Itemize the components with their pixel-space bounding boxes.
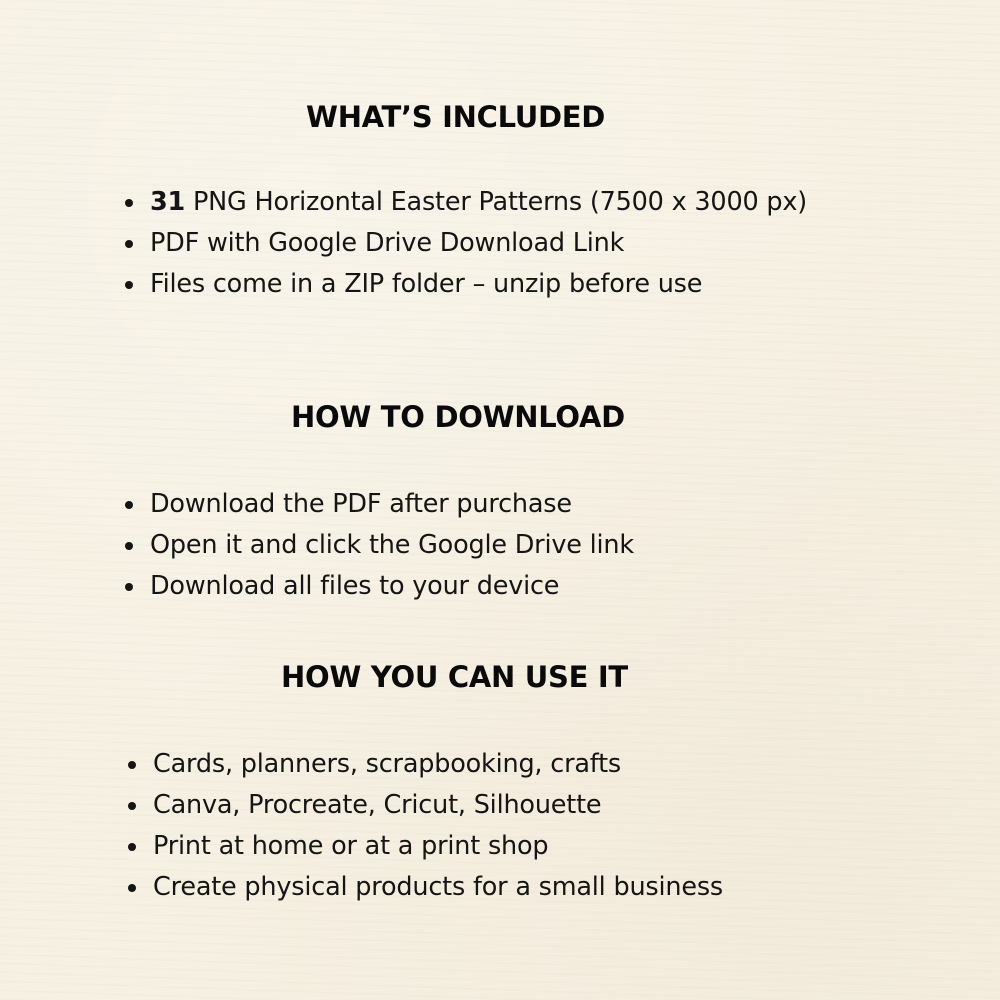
- list-item: [122, 525, 634, 566]
- list-item: [125, 826, 723, 867]
- bullet-dot-icon: [125, 281, 133, 289]
- list-item-text: Download all files to your device: [150, 571, 560, 601]
- list-item-text: Create physical products for a small business: [153, 872, 724, 902]
- whats-included-list: [122, 182, 807, 305]
- bullet-dot-icon: [128, 761, 136, 769]
- bullet-dot-icon: [125, 542, 133, 550]
- list-item-text: Download the PDF after purchase: [150, 489, 572, 519]
- list-item-text: Canva, Procreate, Cricut, Silhouette: [153, 790, 602, 820]
- list-item-text: PDF with Google Drive Download Link: [150, 228, 625, 258]
- how-to-download-heading: HOW TO DOWNLOAD: [291, 400, 625, 434]
- bullet-dot-icon: [125, 240, 133, 248]
- list-item: [122, 264, 807, 305]
- list-item-text: Open it and click the Google Drive link: [150, 530, 634, 560]
- list-item: [125, 744, 723, 785]
- how-to-download-list: [122, 484, 634, 607]
- bullet-dot-icon: [125, 583, 133, 591]
- bullet-dot-icon: [128, 884, 136, 892]
- list-item-text: Files come in a ZIP folder – unzip before use: [150, 269, 703, 299]
- list-item: [125, 785, 723, 826]
- list-item-text: Print at home or at a print shop: [153, 831, 549, 861]
- whats-included-heading: WHAT’S INCLUDED: [306, 100, 606, 134]
- list-item-text: PNG Horizontal Easter Patterns (7500 x 3000 px): [185, 187, 808, 217]
- list-item: [122, 484, 634, 525]
- how-you-can-use-it-heading: HOW YOU CAN USE IT: [281, 660, 628, 694]
- list-item: [122, 566, 634, 607]
- pattern-count: 31: [150, 187, 186, 217]
- bullet-dot-icon: [128, 802, 136, 810]
- how-you-can-use-it-list: [125, 744, 723, 908]
- list-item: [125, 867, 723, 908]
- bullet-dot-icon: [125, 199, 133, 207]
- bullet-dot-icon: [125, 501, 133, 509]
- list-item: [122, 182, 807, 223]
- list-item: [122, 223, 807, 264]
- list-item-text: Cards, planners, scrapbooking, crafts: [153, 749, 621, 779]
- bullet-dot-icon: [128, 843, 136, 851]
